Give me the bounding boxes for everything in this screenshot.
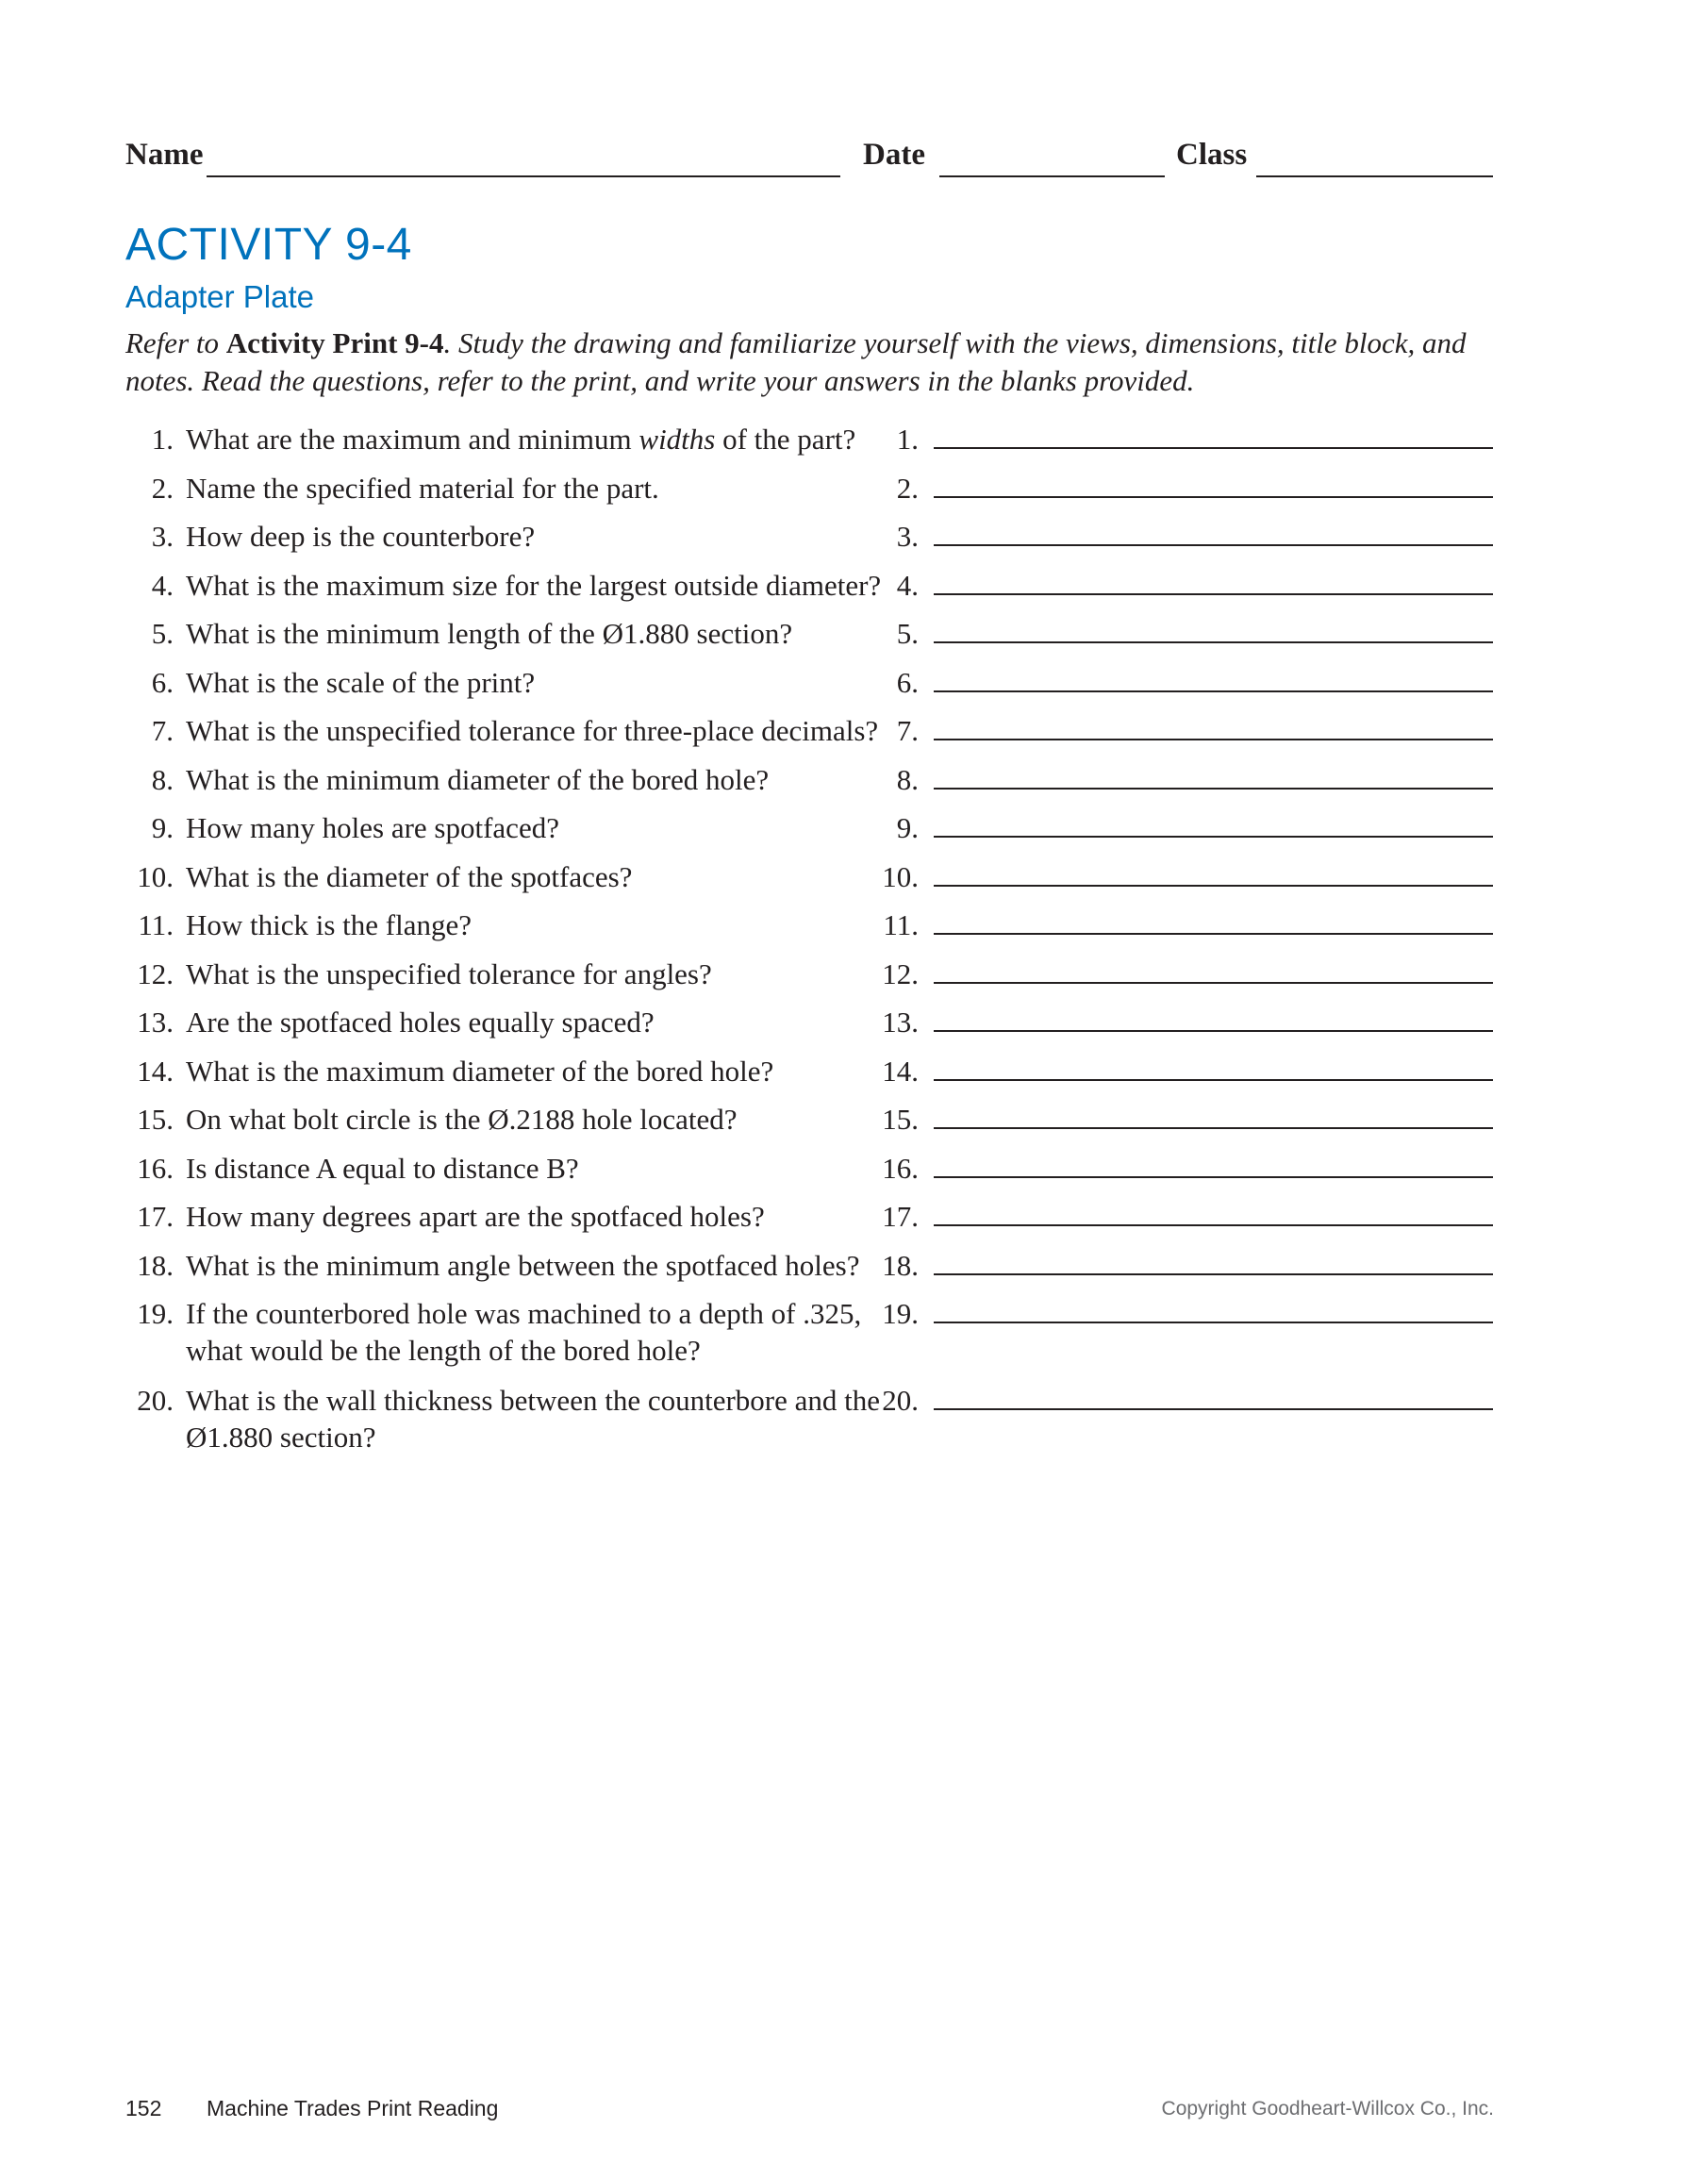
answer-blank[interactable] bbox=[934, 1273, 1493, 1275]
question-text bbox=[186, 1247, 884, 1284]
student-info-header bbox=[125, 138, 1493, 179]
answer-blank[interactable] bbox=[934, 690, 1493, 692]
date-field[interactable] bbox=[939, 175, 1165, 177]
question-text-main: What is the scale of the print? bbox=[186, 666, 536, 699]
question-text-emphasis: widths bbox=[638, 423, 716, 456]
question-text bbox=[186, 809, 884, 846]
question-number: 14. bbox=[137, 1055, 174, 1088]
question-number: 1. bbox=[151, 423, 174, 456]
question-text bbox=[186, 1053, 884, 1089]
question-text bbox=[186, 906, 884, 943]
question-text bbox=[186, 518, 884, 555]
answer-number: 16. bbox=[882, 1152, 919, 1185]
answer-blank[interactable] bbox=[934, 1322, 1493, 1323]
question-number: 20. bbox=[137, 1384, 174, 1417]
answer-number: 3. bbox=[896, 520, 919, 553]
answer-blank[interactable] bbox=[934, 933, 1493, 935]
question-number: 15. bbox=[137, 1103, 174, 1136]
question-number: 17. bbox=[137, 1200, 174, 1233]
question-text-main: What is the unspecified tolerance for angles? bbox=[186, 957, 712, 990]
question-number: 10. bbox=[137, 860, 174, 893]
question-text-main: How deep is the counterbore? bbox=[186, 520, 536, 553]
question-text bbox=[186, 858, 884, 895]
answer-number: 17. bbox=[882, 1200, 919, 1233]
answer-number: 19. bbox=[882, 1297, 919, 1330]
question-number: 6. bbox=[151, 666, 174, 699]
question-number: 3. bbox=[151, 520, 174, 553]
question-text bbox=[186, 1101, 884, 1138]
book-title: Machine Trades Print Reading bbox=[207, 2096, 499, 2120]
question-number: 19. bbox=[137, 1297, 174, 1330]
answer-number: 10. bbox=[882, 860, 919, 893]
instructions-prefix: Refer to bbox=[125, 326, 226, 359]
question-text bbox=[186, 615, 884, 652]
answer-blank[interactable] bbox=[934, 836, 1493, 838]
question-number: 18. bbox=[137, 1249, 174, 1282]
question-text-main: What is the diameter of the spotfaces? bbox=[186, 860, 633, 893]
question-number: 5. bbox=[151, 617, 174, 650]
answer-number: 11. bbox=[883, 908, 919, 941]
question-text-main: On what bolt circle is the Ø.2188 hole located? bbox=[186, 1103, 738, 1136]
answer-blank[interactable] bbox=[934, 641, 1493, 643]
answer-blank[interactable] bbox=[934, 1224, 1493, 1226]
question-text bbox=[186, 1150, 884, 1187]
instructions-print-reference: Activity Print 9-4 bbox=[225, 326, 444, 359]
question-text-main: How many degrees apart are the spotfaced holes? bbox=[186, 1200, 765, 1233]
answer-blank[interactable] bbox=[934, 788, 1493, 790]
question-text-main: What is the maximum diameter of the bored hole? bbox=[186, 1055, 774, 1088]
answer-blank[interactable] bbox=[934, 1127, 1493, 1129]
answer-number: 9. bbox=[896, 811, 919, 844]
answer-blank[interactable] bbox=[934, 982, 1493, 984]
question-text bbox=[186, 712, 884, 749]
question-text-end: of the part? bbox=[715, 423, 856, 456]
question-number: 13. bbox=[137, 1006, 174, 1039]
answer-number: 7. bbox=[896, 714, 919, 747]
question-text-main: What is the minimum length of the Ø1.880 section? bbox=[186, 617, 793, 650]
question-text bbox=[186, 1198, 884, 1235]
activity-subtitle: Adapter Plate bbox=[125, 279, 314, 314]
activity-title: ACTIVITY 9-4 bbox=[125, 220, 412, 270]
question-text-main: What is the minimum diameter of the bored hole? bbox=[186, 763, 770, 796]
answer-blank[interactable] bbox=[934, 1176, 1493, 1178]
answer-number: 20. bbox=[882, 1384, 919, 1417]
question-text-main: Is distance A equal to distance B? bbox=[186, 1152, 579, 1185]
question-text-main: If the counterbored hole was machined to a depth of .325, what would be the length of the bored hole? bbox=[186, 1297, 862, 1367]
question-text-main: What is the wall thickness between the counterbore and the Ø1.880 section? bbox=[186, 1384, 880, 1454]
answer-number: 4. bbox=[896, 569, 919, 602]
answer-blank[interactable] bbox=[934, 544, 1493, 546]
answer-number: 2. bbox=[896, 472, 919, 505]
question-text bbox=[186, 664, 884, 701]
answer-number: 8. bbox=[896, 763, 919, 796]
question-text bbox=[186, 470, 884, 507]
answer-blank[interactable] bbox=[934, 739, 1493, 740]
question-number: 2. bbox=[151, 472, 174, 505]
answer-number: 12. bbox=[882, 957, 919, 990]
question-text-main: How thick is the flange? bbox=[186, 908, 473, 941]
question-text-main: Name the specified material for the part. bbox=[186, 472, 659, 505]
question-text bbox=[186, 1295, 884, 1369]
class-label: Class bbox=[1176, 138, 1248, 172]
question-number: 8. bbox=[151, 763, 174, 796]
question-text bbox=[186, 956, 884, 992]
question-number: 4. bbox=[151, 569, 174, 602]
answer-blank[interactable] bbox=[934, 593, 1493, 595]
answer-number: 18. bbox=[882, 1249, 919, 1282]
question-number: 12. bbox=[137, 957, 174, 990]
answer-blank[interactable] bbox=[934, 447, 1493, 449]
instructions-body: . Study the drawing and familiarize yourself with the views, dimensions, title block, and notes. Read the questions, refer to the print, and write your answers in the blanks provided. bbox=[125, 326, 1467, 397]
copyright-notice: Copyright Goodheart-Willcox Co., Inc. bbox=[1161, 2098, 1494, 2120]
answer-number: 5. bbox=[896, 617, 919, 650]
answer-blank[interactable] bbox=[934, 1408, 1493, 1410]
question-text bbox=[186, 1004, 884, 1040]
answer-blank[interactable] bbox=[934, 885, 1493, 887]
answer-blank[interactable] bbox=[934, 1030, 1493, 1032]
answer-number: 1. bbox=[896, 423, 919, 456]
answer-blank[interactable] bbox=[934, 496, 1493, 498]
question-number: 9. bbox=[151, 811, 174, 844]
name-field[interactable] bbox=[207, 175, 840, 177]
name-label: Name bbox=[125, 138, 204, 172]
answer-number: 6. bbox=[896, 666, 919, 699]
question-number: 11. bbox=[138, 908, 174, 941]
answer-number: 13. bbox=[882, 1006, 919, 1039]
answer-number: 15. bbox=[882, 1103, 919, 1136]
answer-blank[interactable] bbox=[934, 1079, 1493, 1081]
question-text bbox=[186, 421, 884, 457]
question-text bbox=[186, 761, 884, 798]
question-text bbox=[186, 1382, 884, 1455]
question-number: 7. bbox=[151, 714, 174, 747]
page-number: 152 bbox=[125, 2096, 162, 2120]
question-text-main: How many holes are spotfaced? bbox=[186, 811, 559, 844]
class-field[interactable] bbox=[1256, 175, 1493, 177]
instructions bbox=[125, 324, 1502, 400]
question-text-main: Are the spotfaced holes equally spaced? bbox=[186, 1006, 655, 1039]
question-text-main: What is the maximum size for the largest outside diameter? bbox=[186, 569, 882, 602]
question-text bbox=[186, 567, 884, 604]
answer-number: 14. bbox=[882, 1055, 919, 1088]
question-number: 16. bbox=[137, 1152, 174, 1185]
question-text-main: What is the minimum angle between the spotfaced holes? bbox=[186, 1249, 860, 1282]
date-label: Date bbox=[863, 138, 925, 172]
question-text-main: What are the maximum and minimum bbox=[186, 423, 639, 456]
question-text-main: What is the unspecified tolerance for three-place decimals? bbox=[186, 714, 879, 747]
